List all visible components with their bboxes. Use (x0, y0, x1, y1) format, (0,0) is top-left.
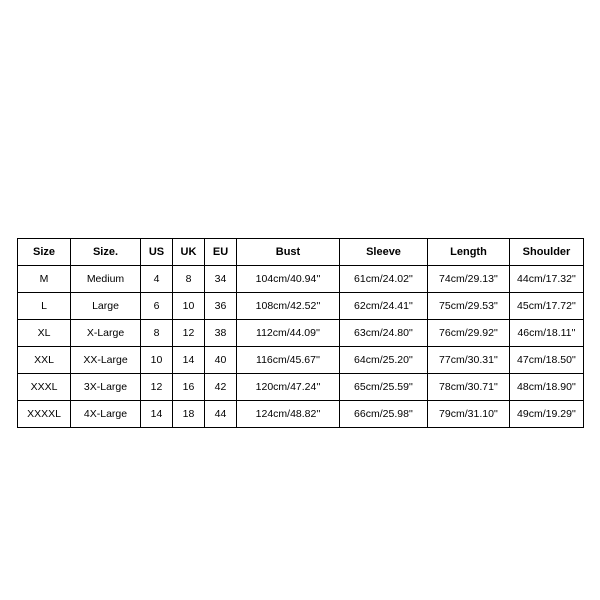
cell-bust: 112cm/44.09'' (237, 320, 340, 347)
cell-us: 10 (141, 347, 173, 374)
cell-bust: 108cm/42.52'' (237, 293, 340, 320)
cell-shoulder: 46cm/18.11'' (510, 320, 584, 347)
size-chart-table (17, 238, 584, 428)
cell-uk: 8 (173, 266, 205, 293)
cell-size-name: Medium (71, 266, 141, 293)
cell-sleeve: 64cm/25.20'' (340, 347, 428, 374)
cell-size-name: XX-Large (71, 347, 141, 374)
size-chart-table-wrapper (17, 238, 583, 428)
cell-eu: 40 (205, 347, 237, 374)
cell-us: 6 (141, 293, 173, 320)
cell-shoulder: 48cm/18.90'' (510, 374, 584, 401)
table-header (18, 239, 584, 266)
table-row (18, 266, 584, 293)
cell-sleeve: 65cm/25.59'' (340, 374, 428, 401)
column-header-uk: UK (173, 239, 205, 266)
cell-eu: 34 (205, 266, 237, 293)
cell-size: XXL (18, 347, 71, 374)
cell-shoulder: 47cm/18.50'' (510, 347, 584, 374)
cell-length: 77cm/30.31'' (428, 347, 510, 374)
cell-size-name: 3X-Large (71, 374, 141, 401)
cell-sleeve: 61cm/24.02'' (340, 266, 428, 293)
cell-bust: 116cm/45.67'' (237, 347, 340, 374)
cell-bust: 124cm/48.82'' (237, 401, 340, 428)
cell-sleeve: 63cm/24.80'' (340, 320, 428, 347)
cell-eu: 44 (205, 401, 237, 428)
table-body (18, 266, 584, 428)
cell-uk: 16 (173, 374, 205, 401)
cell-size: XXXL (18, 374, 71, 401)
cell-length: 78cm/30.71'' (428, 374, 510, 401)
cell-sleeve: 62cm/24.41'' (340, 293, 428, 320)
column-header-eu: EU (205, 239, 237, 266)
cell-shoulder: 44cm/17.32'' (510, 266, 584, 293)
table-header-row (18, 239, 584, 266)
column-header-sleeve: Sleeve (340, 239, 428, 266)
cell-length: 75cm/29.53'' (428, 293, 510, 320)
cell-shoulder: 45cm/17.72'' (510, 293, 584, 320)
column-header-shoulder: Shoulder (510, 239, 584, 266)
cell-uk: 10 (173, 293, 205, 320)
cell-size: XXXXL (18, 401, 71, 428)
table-row (18, 293, 584, 320)
cell-us: 12 (141, 374, 173, 401)
cell-size: L (18, 293, 71, 320)
column-header-size: Size (18, 239, 71, 266)
column-header-size-name: Size. (71, 239, 141, 266)
cell-eu: 38 (205, 320, 237, 347)
column-header-us: US (141, 239, 173, 266)
cell-sleeve: 66cm/25.98'' (340, 401, 428, 428)
cell-bust: 104cm/40.94'' (237, 266, 340, 293)
table-row (18, 401, 584, 428)
cell-us: 14 (141, 401, 173, 428)
table-row (18, 320, 584, 347)
cell-length: 79cm/31.10'' (428, 401, 510, 428)
cell-bust: 120cm/47.24'' (237, 374, 340, 401)
cell-us: 4 (141, 266, 173, 293)
cell-uk: 18 (173, 401, 205, 428)
cell-uk: 12 (173, 320, 205, 347)
cell-eu: 42 (205, 374, 237, 401)
cell-uk: 14 (173, 347, 205, 374)
cell-size: XL (18, 320, 71, 347)
table-row (18, 347, 584, 374)
cell-size-name: X-Large (71, 320, 141, 347)
cell-size-name: 4X-Large (71, 401, 141, 428)
cell-size-name: Large (71, 293, 141, 320)
column-header-length: Length (428, 239, 510, 266)
cell-eu: 36 (205, 293, 237, 320)
column-header-bust: Bust (237, 239, 340, 266)
cell-us: 8 (141, 320, 173, 347)
cell-shoulder: 49cm/19.29'' (510, 401, 584, 428)
cell-size: M (18, 266, 71, 293)
cell-length: 74cm/29.13'' (428, 266, 510, 293)
cell-length: 76cm/29.92'' (428, 320, 510, 347)
table-row (18, 374, 584, 401)
